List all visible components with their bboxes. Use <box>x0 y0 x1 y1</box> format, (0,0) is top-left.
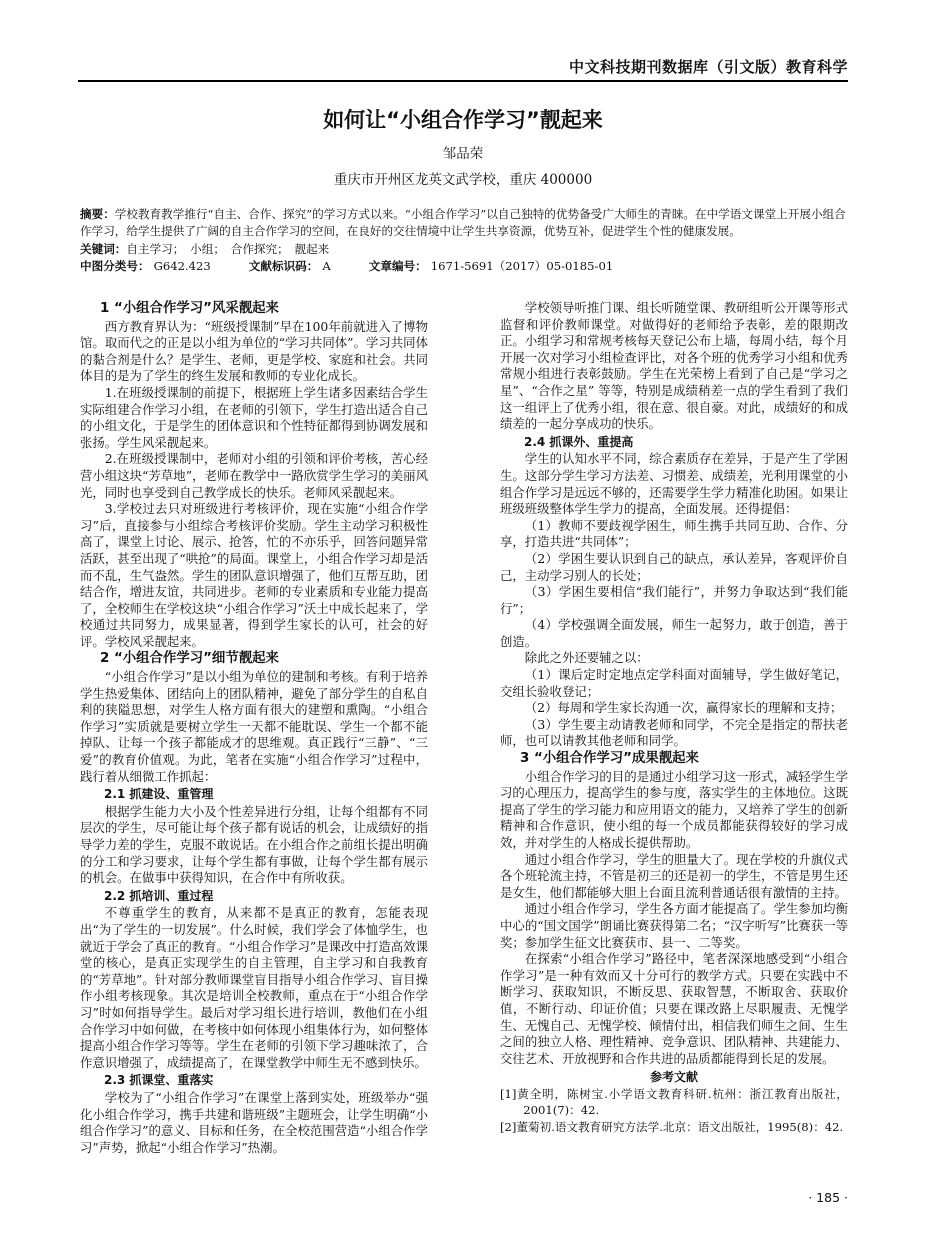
keywords-text: 自主学习； 小组； 合作探究； 靓起来 <box>126 241 330 256</box>
doc-code <box>249 258 331 275</box>
list-item: （1）课后定时定地点定学科面对面辅导，学生做好笔记，交组长验收登记； <box>500 667 848 699</box>
paragraph: “小组合作学习”是以小组为单位的建制和考核。有利于培养学生热爱集体、团结向上的团队精神，避免了部分学生的自私自利的狭隘思想，对学生人格方面有很大的建塑和熏陶。“小组合作学习”实质就是要树立学生一天都不能耽误、学生一个都不能掉队、让每一个孩子都能成才的思维观。真正践行“三静”、“三爱”的教育价值观。为此，笔者在实施“小组合作学习”过程中，践行着从细微工作抓起： <box>80 669 428 784</box>
references-heading: 参考文献 <box>649 1070 698 1085</box>
reference-item: [1]黄全明，陈树宝.小学语文教育科研.杭州：浙江教育出版社，2001(7)：42. <box>500 1086 848 1118</box>
author: 邹品荣 <box>442 146 484 162</box>
paragraph: 3.学校过去只对班级进行考核评价，现在实施“小组合作学习”后，直接参与小组综合考核评价奖励。学生主动学习积极性高了，课堂上讨论、展示、抢答，忙的不亦乐乎，回答问题异常活跃，甚至出现了“哄抢”的局面。课堂上，小组合作学习却是活而不乱，生气盎然。学生的团队意识增强了，他们互帮互助，团结合作，增进友谊，共同进步。老师的专业素质和专业能力提高了，全校师生在学校这块“小组合作学习”沃土中成长起来了，学校通过共同努力，成果显著，得到学生家长的认可，社会的好评。学校风采靓起来。 <box>80 501 428 649</box>
paragraph: 学校领导听推门课、组长听随堂课、教研组听公开课等形式监督和评价教师课堂。对做得好的老师给予表彰，差的限期改正。小组学习和常规考核每天登记公布上墙，每周小结，每个月开展一次对学习小组检查评比，对各个班的优秀学习小组和优秀常规小组进行表彰鼓励。学生在光荣榜上看到了自己是“学习之星”、“合作之星” 等等，特别是成绩稍差一点的学生看到了我们这一组评上了优秀小组，很在意、很自豪。对此，成绩好的和成绩差的一起分享成功的快乐。 <box>500 300 848 432</box>
list-item: （3）学困生要相信“我们能行”，并努力争取达到“我们能行”； <box>500 584 848 616</box>
left-column <box>80 300 428 1156</box>
article-label: 文章编号： <box>368 259 427 274</box>
list-item: （2）每周和学生家长沟通一次，赢得家长的理解和支持； <box>524 700 843 716</box>
section-2-heading: 2 “小组合作学习”细节靓起来 <box>100 651 279 667</box>
abstract-text: 学校教育教学推行“自主、合作、探究”的学习方式以来。“小组合作学习”以自己独特的优势备受广大师生的青睐。在中学语文课堂上开展小组合作学习，给学生提供了广阔的自主合作学习的空间，在良好的交往情境中让学生共享资源，优势互补，促进学生个性的健康发展。 <box>80 207 846 239</box>
section-2-1-heading: 2.1 抓建设、重管理 <box>104 787 214 802</box>
paragraph: 西方教育界认为：“班级授课制”早在100年前就进入了博物馆。取而代之的正是以小组为单位的“学习共同体”。学习共同体的黏合剂是什么？是学生、老师，更是学校、家庭和社会。共同体目的是为了学生的终生发展和教师的专业化成长。 <box>80 318 428 384</box>
abstract-label: 摘要： <box>80 207 115 221</box>
section-2-4-heading: 2.4 抓课外、重提高 <box>524 434 634 449</box>
journal-header <box>78 50 848 82</box>
keywords <box>80 241 848 258</box>
journal-name: 中文科技期刊数据库（引文版）教育科学 <box>568 58 848 76</box>
article-number <box>369 258 613 275</box>
reference-item: [2]董菊初.语文教育研究方法学.北京：语文出版社，1995(8)：42. <box>500 1119 844 1134</box>
paragraph: 通过小组合作学习，学生各方面才能提高了。学生参加均衡中心的“国文国学”朗诵比赛获得第二名；“汉字听写”比赛获一等奖；参加学生征文比赛获市、县一、二等奖。 <box>500 901 848 950</box>
paragraph: 学校为了“小组合作学习”在课堂上落到实处，班级举办“强化小组合作学习，携手共建和谐班级”主题班会，让学生明确“小组合作学习”的意义、目标和任务，在全校范围营造“小组合作学习”声势，掀起“小组合作学习”热潮。 <box>80 1089 428 1155</box>
affiliation: 重庆市开州区龙英文武学校，重庆 400000 <box>333 172 593 188</box>
doc-value: A <box>322 259 331 274</box>
list-item: （3）学生要主动请教老师和同学，不完全是指定的帮扶老师，也可以请教其他老师和同学。 <box>500 716 848 749</box>
paragraph: 除此之外还要辅之以： <box>524 650 649 666</box>
section-3-heading: 3 “小组合作学习”成果靓起来 <box>520 751 699 767</box>
section-1-heading: 1 “小组合作学习”风采靓起来 <box>100 301 279 316</box>
doc-label: 文献标识码： <box>248 259 319 274</box>
section-2-2-heading: 2.2 抓培训、重过程 <box>104 888 214 903</box>
list-item: （4）学校强调全面发展，师生一起努力，敢于创造，善于创造。 <box>500 617 848 649</box>
paragraph: 学生的认知水平不同，综合素质存在差异，于是产生了学困生。这部分学生学习方法差、习惯差、成绩差，光利用课堂的小组合作学习是远远不够的，还需要学生学力精准化助困。如果让班级班级整体学生学力的提高，全面发展。还得提倡： <box>500 451 848 517</box>
clc <box>80 258 211 275</box>
page-number: · 185 · <box>808 1190 848 1205</box>
abstract-block <box>80 206 848 276</box>
paragraph: 不尊重学生的教育，从来都不是真正的教育，怎能表现出“为了学生的一切发展”。什么时候，我们学会了体恤学生，也就近于学会了真正的教育。“小组合作学习”是课改中打造高效课堂的核心，是真正实现学生的自主管理，自主学习和自我教育的“芳草地”。针对部分教师课堂盲目指导小组合作学习、盲目操作小组考核现象。其次是培训全校教师，重点在于“小组合作学习”时如何指导学生。最后对学习组长进行培训，教他们在小组合作学习中如何做，在考核中如何体现小组集体行为，如何整体提高小组合作学习等等。学生在老师的引领下学习趣味浓了，合作意识增强了，成绩提高了，在课堂教学中师生无不感到快乐。 <box>80 905 428 1070</box>
right-column <box>500 300 848 1135</box>
paragraph: 2.在班级授课制中，老师对小组的引领和评价考核，苦心经营小组这块“芳草地”，老师在教学中一路欣赏学生学习的美丽风光，同时也享受到自己教学成长的快乐。老师风采靓起来。 <box>80 451 428 500</box>
list-item: （2）学困生要认识到自己的缺点，承认差异，客观评价自己，主动学习别人的长处； <box>500 550 848 583</box>
article-title: 如何让“小组合作学习”靓起来 <box>323 108 603 132</box>
list-item: （1）教师不要歧视学困生，师生携手共同互助、合作、分享，打造共进“共同体”； <box>500 517 848 550</box>
paragraph: 通过小组合作学习，学生的胆量大了。现在学校的升旗仪式各个班轮流主持，不管是初三的还是初一的学生，不管是男生还是女生，他们都能够大胆上台面且流利普通话很有激情的主持。 <box>500 851 848 900</box>
clc-label: 中图分类号： <box>80 259 150 274</box>
classification-line <box>80 258 848 275</box>
keywords-label: 关键词： <box>80 241 127 256</box>
section-2-3-heading: 2.3 抓课堂、重落实 <box>104 1073 214 1088</box>
paragraph: 1.在班级授课制的前提下，根据班上学生诸多因素结合学生实际组建合作学习小组，在老师的引领下，学生打造出适合自己的小组文化，于是学生的团体意识和个性特征都得到协调发展和张扬。学生风采靓起来。 <box>80 384 428 450</box>
paragraph: 在探索“小组合作学习”路径中，笔者深深地感受到“小组合作学习”是一种有效而又十分可行的教学方式。只要在实践中不断学习、获取知识，不断反思、获取智慧，不断取舍、获取价值，不断行动、印证价值；只要在课改路上尽职履责、无愧学生、无愧自己、无愧学校、倾情付出，相信我们师生之间、生生之间的独立人格、理性精神、竞争意识、团队精神、共建能力、交往艺术、开放视野和合作共进的品质都能得到长足的发展。 <box>500 951 848 1066</box>
paragraph: 小组合作学习的目的是通过小组学习这一形式，减轻学生学习的心理压力，提高学生的参与度，落实学生的主体地位。这既提高了学生的学习能力和应用语文的能力，又培养了学生的创新精神和合作意识，使小组的每一个成员都能获得较好的学习成效，并对学生的人格成长提供帮助。 <box>500 768 848 850</box>
abstract <box>80 206 848 241</box>
article-value: 1671-5691（2017）05-0185-01 <box>430 259 614 274</box>
clc-value: G642.423 <box>153 259 211 274</box>
paragraph: 根据学生能力大小及个性差异进行分组，让每个组都有不同层次的学生，尽可能让每个孩子都有说话的机会，让成绩好的指导学力差的学生，克服不敢说话。在小组合作之前组长提出明确的分工和学习要求，让每个学生都有事做，让每个学生都有展示的机会。在做事中获得知识，在合作中有所收获。 <box>80 803 428 886</box>
